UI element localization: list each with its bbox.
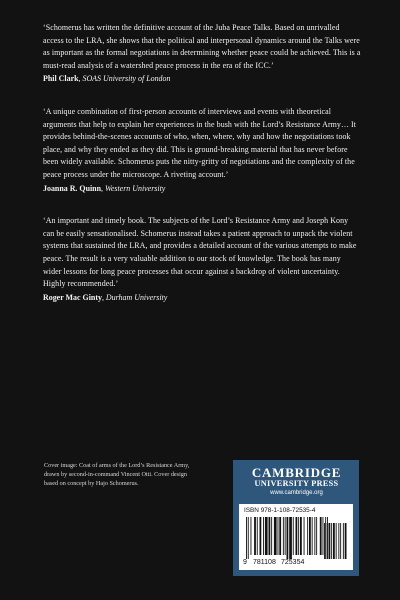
endorsement-attribution: Phil Clark, SOAS University of London — [43, 74, 171, 84]
isbn-barcode-box — [239, 504, 353, 570]
publisher-logo — [240, 466, 353, 497]
barcode-digit-group-left: 781108 — [253, 559, 276, 566]
endorsement-quote: ‘An important and timely book. The subjects of the Lord’s Resistance Army and Joseph Kony can be easily sensationalised. Schomerus instead takes a patient approach to unpack the violent systems that sustained the LRA, and provides a detailed account of the various attempts to make peace. The result is a very valuable addition to our stock of knowledge. The book has many wider lessons for long peace processes that occur against a backdrop of violent uncertainty. Highly recommended.’ — [43, 216, 357, 289]
endorser-name: Joanna R. Quinn — [43, 183, 102, 193]
endorser-institution: Durham University — [105, 292, 168, 302]
endorsement-quote: ‘Schomerus has written the definitive account of the Juba Peace Talks. Based on unrivalled access to the LRA, she shows that the political and interpersonal dynamics around the Talks were as important as the formal negotiations in determining whether peace could be achieved. This is a must-read analysis of a watershed peace process in the era of the ICC.’ — [43, 23, 361, 70]
endorsements — [43, 22, 361, 318]
isbn-label: ISBN 978-1-108-72535-4 — [244, 507, 316, 514]
publisher-website: www.cambridge.org — [270, 490, 323, 496]
endorsement-roger-mac-ginty — [43, 215, 361, 304]
endorser-name: Phil Clark — [43, 74, 79, 84]
endorser-institution: SOAS University of London — [82, 74, 171, 84]
endorsement-joanna-quinn — [43, 106, 361, 195]
publisher-name: CAMBRIDGE — [251, 465, 342, 480]
endorsement-attribution: Roger Mac Ginty, Durham University — [43, 292, 168, 302]
endorser-institution: Western University — [104, 183, 166, 193]
cover-image-credit: Cover image: Coat of arms of the Lord’s Resistance Army, drawn by second-in-command Vincent Otti. Cover design based on concept by Hajo Schomerus. — [44, 462, 190, 488]
endorsement-attribution: Joanna R. Quinn, Western University — [43, 183, 166, 193]
barcode-digit-prefix: 9 — [243, 559, 247, 566]
endorsement-phil-clark — [43, 22, 361, 86]
barcode-icon — [244, 517, 348, 559]
publisher-press: UNIVERSITY PRESS — [254, 479, 339, 488]
publisher-panel — [233, 460, 359, 576]
endorser-name: Roger Mac Ginty — [43, 292, 102, 302]
endorsement-quote: ‘A unique combination of first-person accounts of interviews and events with theoretical arguments that help to explain her experiences in the bush with the Lord’s Resistance Army… It provides behind-the-scenes accounts of who, when, where, why and how the negotiations took place, and why they ended as they did. This is ground-breaking material that has never before been widely available. Schomerus puts the nitty-gritty of negotiations and the complexity of the peace process under the microscope. A riveting account.’ — [43, 106, 357, 179]
barcode-digit-group-right: 725354 — [281, 559, 305, 566]
